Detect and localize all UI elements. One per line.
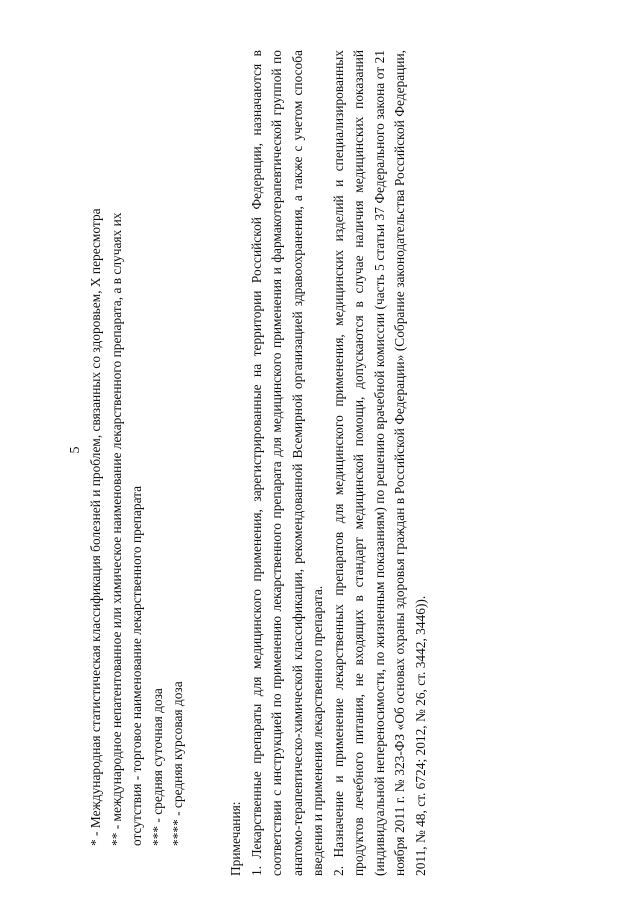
legend-line-course-dose: **** - средняя курсовая доза [170,681,185,846]
legend-line-inn-continued: отсутствия - торговое наименование лекарственного препарата [129,485,144,846]
notes-section [226,50,431,876]
legend-line-inn: ** - международное непатентованное или химическое наименование лекарственного препарата, а в случаях их [108,212,124,846]
note-item-1: 1. Лекарственные препараты для медицинского применения, зарегистрированные на территории Российской Федерации, назначаются в соответствии с инструкцией по применению лекарственного препарата для медицинского применения и фармакотерапевтической группой по анатомо-терапевтическо-химической классификации, рекомендованной Всемирной организацией здравоохранения, а также с учетом способа введения и применения лекарственного препарата. [248,50,325,876]
note-item-2: 2. Назначение и применение лекарственных препаратов для медицинского применения, медицинских изделий и специализированных продуктов лечебного питания, не входящих в стандарт медицинской помощи, допускаются в случае наличия медицинских показаний (индивидуальной непереносимости, по жизненным показаниям) по решению врачебной комиссии (часть 5 статьи 37 Федерального закона от 21 ноября 2011 г. № 323-ФЗ «Об основах охраны здоровья граждан в Российской Федерации» (Собрание законодательства Российской Федерации, 2011, № 48, ст. 6724; 2012, № 26, ст. 3442, 3446)). [330,50,428,876]
notes-title: Примечания: [228,801,243,876]
rotated-content [66,18,586,882]
legend-line-daily-dose: *** - средняя суточная доза [149,688,165,846]
footnote-legend [86,66,189,846]
legend-line-icd: * - Международная статистическая классификация болезней и проблем, связанных со здоровьем, X пересмотра [88,208,103,846]
page-number: 5 [68,446,83,454]
